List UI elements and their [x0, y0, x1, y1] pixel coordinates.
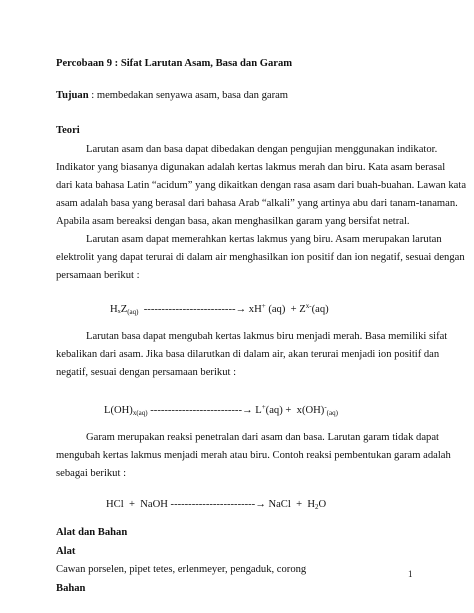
paragraph-line: asam adalah basa yang berasal dari bahasa Arab “alkali” yang artinya abu dari tanam-tanaman.: [56, 198, 458, 209]
eq-subscript: 2: [315, 503, 319, 511]
separator: :: [88, 90, 97, 101]
paragraph-line: Apabila asam bereaksi dengan basa, akan menghasilkan garam yang bersifat netral.: [56, 216, 410, 227]
reaction-arrow: ------------------------→: [167, 499, 269, 510]
eq-term: xH: [248, 304, 262, 315]
paragraph-line: mengubah kertas lakmus menjadi merah atau biru. Contoh reaksi pembentukan garam adalah: [56, 450, 451, 461]
eq-term: L(OH): [104, 405, 133, 416]
paragraph-line: negatif, sesuai dengan persamaan berikut :: [56, 367, 237, 378]
paragraph-line: Larutan asam dapat memerahkan kertas lakmus yang biru. Asam merupakan larutan: [86, 234, 442, 245]
experiment-label: Percobaan 9: [56, 58, 113, 69]
eq-term: HₓZ: [110, 304, 128, 315]
eq-subscript: (aq): [326, 409, 338, 417]
equation-salt: [106, 498, 472, 514]
eq-superscript: +: [261, 302, 266, 310]
eq-term: NaCl + H: [268, 499, 316, 510]
eq-term: O: [318, 499, 327, 510]
eq-term: (aq) + x(OH): [265, 405, 325, 416]
tools-heading: Alat: [56, 546, 76, 557]
eq-superscript: -: [324, 403, 327, 411]
eq-subscript: (aq): [127, 308, 139, 316]
paragraph-line: kebalikan dari asam. Jika basa dilarutkan di dalam air, akan terurai menjadi ion positif dan: [56, 349, 440, 360]
experiment-title: Sifat Larutan Asam, Basa dan Garam: [120, 58, 293, 69]
separator: :: [112, 58, 121, 69]
eq-term: (aq) +: [265, 304, 300, 315]
tools-materials-heading: Alat dan Bahan: [56, 527, 128, 538]
eq-term: HCl + NaOH: [106, 499, 168, 510]
paragraph-line: elektrolit yang dapat terurai di dalam air menghasilkan ion positif dan ion negatif, sesuai dengan: [56, 252, 465, 263]
eq-term: L: [255, 405, 262, 416]
eq-superscript: x-: [305, 302, 312, 310]
paragraph-line: Larutan basa dapat mengubah kertas lakmus biru menjadi merah. Basa memiliki sifat: [86, 331, 448, 342]
eq-term: (aq): [311, 304, 329, 315]
eq-term: Z: [299, 304, 306, 315]
paragraph-line: Indikator yang biasanya digunakan adalah kertas lakmus merah dan biru. Kata asam berasal: [56, 162, 446, 173]
paragraph-line: sebagai berikut :: [56, 468, 127, 479]
theory-heading: Teori: [56, 125, 80, 136]
paragraph-line: dari kata bahasa Latin “acidum” yang dikaitkan dengan rasa asam dari buah-buahan. Lawan kata: [56, 180, 467, 191]
equation-base: [104, 401, 470, 420]
tools-list: Cawan porselen, pipet tetes, erlenmeyer, pengaduk, corong: [56, 564, 307, 575]
experiment-heading: [56, 57, 422, 70]
eq-superscript: +: [261, 403, 266, 411]
reaction-arrow: --------------------------→: [143, 304, 247, 315]
materials-heading: Bahan: [56, 583, 86, 594]
objective-line: [56, 89, 422, 102]
reaction-arrow: --------------------------→: [147, 405, 256, 416]
objective-label: Tujuan: [56, 90, 89, 101]
objective-text: membedakan senyawa asam, basa dan garam: [96, 90, 289, 101]
paragraph-line: persamaan berikut :: [56, 270, 140, 281]
equation-acid: [110, 300, 474, 319]
eq-subscript: x(aq): [132, 409, 148, 417]
page-number: 1: [408, 569, 413, 579]
paragraph-line: Garam merupakan reaksi penetralan dari asam dan basa. Larutan garam tidak dapat: [86, 432, 439, 443]
paragraph-line: Larutan asam dan basa dapat dibedakan dengan pengujian menggunakan indikator.: [86, 144, 438, 155]
